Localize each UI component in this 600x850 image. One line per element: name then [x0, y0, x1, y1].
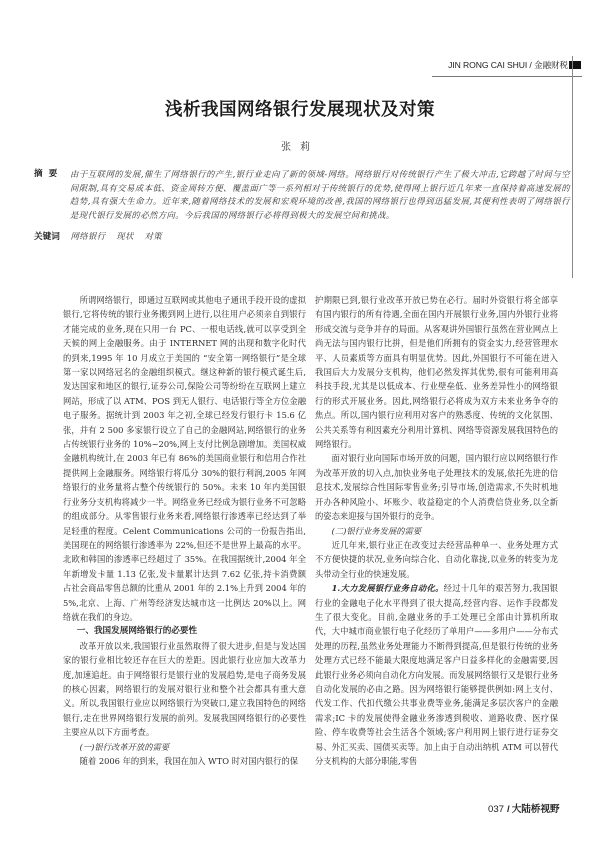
page-number: 037 [488, 804, 505, 815]
section-heading: 一、我国发展网络银行的必要性 [76, 626, 198, 637]
abstract-text: 由于互联网的发展,催生了网络银行的产生,银行业走向了新的领域-网络。网络银行对传统银行产生了极大冲击,它跨越了时间与空间限制,具有交易成本低、资金周转方便、覆盖面广等一系列相对于传统银行的优势,使得网上银行近几年来一直保持着高速发展的趋势,具有强大生命力。近年来,随着网络技术的发展和宏观环境的改善,我国的网络银行也得到迅猛发展,其便利性表明了网络银行是现代银行发展的必然方向。今后我国的网络银行必将得到极大的发展空间和挑战。 [70, 169, 570, 220]
article-author: 张莉 [281, 142, 319, 153]
header-rule [432, 76, 582, 77]
subsection-heading: (一)银行改革开放的需要 [79, 741, 170, 752]
magazine-name: 大陆桥视野 [511, 804, 560, 815]
body-paragraph: 近几年来,银行业正在改变过去经营品种单一、业务处理方式不方便快捷的状况,业务向综合化、自动化靠拢,以业务的转变为龙头带动全行业的快速发展。 [315, 539, 558, 579]
body-paragraph: 随着 2006 年的到来，我国在加入 WTO 时对国内银行的保 [79, 756, 299, 766]
section-block-marker [569, 61, 581, 69]
point-lead: 1.大力发展银行业务自动化。 [331, 583, 444, 594]
keywords-block [34, 230, 162, 242]
keyword: 对策 [144, 231, 163, 241]
page-footer [488, 801, 560, 815]
keyword: 现状 [116, 231, 134, 241]
keywords-label: 关键词 [34, 232, 60, 242]
point-text: 经过十几年的艰苦努力,我国银行业的金融电子化水平得到了很大提高,经营内容、运作手段都发生了很大变化。目前,金融业务的手工处理已全部由计算机所取代，大中城市商业银行电子化经历了单用户——多用户——分布式处理的历程,虽然业务处理能力不断得到提高,但是银行传统的业务处理方式已经不能最大限度地满足客户日益多样化的金融需要,因此银行业务必须向自动化方向发展。而发展网络银行又是银行业务自动化发展的必由之路。因为网络银行能够提供例如:网上支付、代发工作、代扣代缴公共事业费等业务,能满足多层次客户的金融需求;IC 卡的发展使得金融业务渗透到税收、道路收费、医疗保险、停车收费等社会生活各个领域;客户利用网上银行进行证券交易、外汇买卖、国债买卖等。加上由于自动出纳机 ATM 可以替代分支机构的大部分职能,零售 [315, 583, 558, 766]
body-column-left [63, 293, 306, 768]
body-paragraph: 改革开放以来,我国银行业虽然取得了很大进步,但是与发达国家的银行业相比较还存在巨大的差距。因此银行业应加大改革力度,加速追赶。由于网络银行是银行业的发展趋势,是电子商务发展的核心因素，网络银行的发展对银行业和整个社会都具有重大意义。所以,我国银行业应以网络银行为突破口,建立我国特色的网络银行,走在世界网络银行发展的前列。发展我国网络银行的必要性主要应从以下方面考查。 [63, 640, 306, 738]
body-paragraph: 所谓网络银行，即通过互联网或其他电子通讯手段开设的虚拟银行,它将传统的银行业务搬到网上进行,以往用户必须亲自到银行才能完成的业务,现在只用一台 PC、一根电话线,就可以享受到全天候的网上金融服务。由于 INTERNET 网的出现和数字化时代的到来,1995 年 10 月成立于美国的 “安全第一网络银行”是全球第一家以网络冠名的金融组织模式。继这种新的银行模式诞生后,发达国家和地区的银行,证券公司,保险公司等纷纷在互联网上建立网站，形成了以 ATM、POS 到无人银行、电话银行等全方位金融电子服务。据统计到 2003 年之初,全球已经发行银行卡 15.6 亿张，并有 2 500 多家银行设立了自己的金融网站,网络银行的业务占传统银行业务的 10%~20%,网上支付比例急剧增加。美国权威金融机构统计,在 2003 年已有 86%的美国商业银行和信用合作社提供网上金融服务。网络银行将瓜分 30%的银行利润,2005 年网络银行的业务量将占整个传统银行的 50%。未来 10 年内美国银行业务分支机构将减少一半。网络业务已经成为银行业务不可忽略的组成部分。从零售银行业务来看,网络银行渗透率已经达到了举足轻重的程度。Celent Communications 公司的一份报告指出,美国现在的网络银行渗透率为 22%,但还不是世界上最高的水平。北欧和韩国的渗透率已经超过了 35%。在我国据统计,2004 年全年新增发卡量 1.13 亿张,发卡量累计达到 7.62 亿张,持卡消费额占社会商品零售总额的比重从 2001 年的 2.1%上升到 2004 年的 5%,北京、上海、广州等经济发达城市这一比例达 20%以上。网络就在我们的身边。 [63, 295, 306, 622]
body-paragraph: 护期限已到,银行业改革开放已势在必行。届时外资银行将全部享有国内银行的所有待遇,全面在国内开展银行业务,国内外银行业将形成交流与竞争并存的局面。从客观讲外国银行虽然在营业网点上尚无法与国内银行比拼，但是他们所拥有的资金实力,经营管理水平、人员素质等方面具有明显优势。因此,外国银行不可能在进入我国后大力发展分支机构，他们必然发挥其优势,很有可能利用高科技手段,尤其是以低成本、行业壁垒低、业务差异性小的网络银行的形式开展业务。因此,网络银行必将成为双方未来业务争夺的焦点。所以,国内银行应利用对客户的熟悉度、传统的文化氛围、公共关系等有利因素充分利用计算机、网络等资源发展我国特色的网络银行。 [315, 295, 558, 450]
running-head-text: JIN RONG CAI SHUI / 金融财税 [448, 60, 568, 70]
margin-vertical-rule [572, 56, 573, 278]
running-head [433, 59, 581, 76]
footer-separator: / [507, 804, 510, 815]
abstract-label: 摘要 [34, 169, 64, 179]
body-paragraph [315, 581, 558, 768]
abstract-block [34, 168, 570, 222]
subsection-heading: (二)银行业务发展的需要 [331, 525, 422, 536]
article-title: 浅析我国网络银行发展现状及对策 [165, 100, 435, 120]
body-column-right [315, 293, 558, 768]
keyword: 网络银行 [70, 231, 106, 241]
body-paragraph: 面对银行业向国际市场开放的问题，国内银行应以网络银行作为改革开放的切入点,加快业务电子处理技术的发展,依托先进的信息技术,发展综合性国际零售业务;引导市场,创造需求,不失时机地开办各种风险小、坏账少、收益稳定的个人消费信贷业务,以全新的姿态来迎接与国外银行的竞争。 [315, 453, 558, 522]
